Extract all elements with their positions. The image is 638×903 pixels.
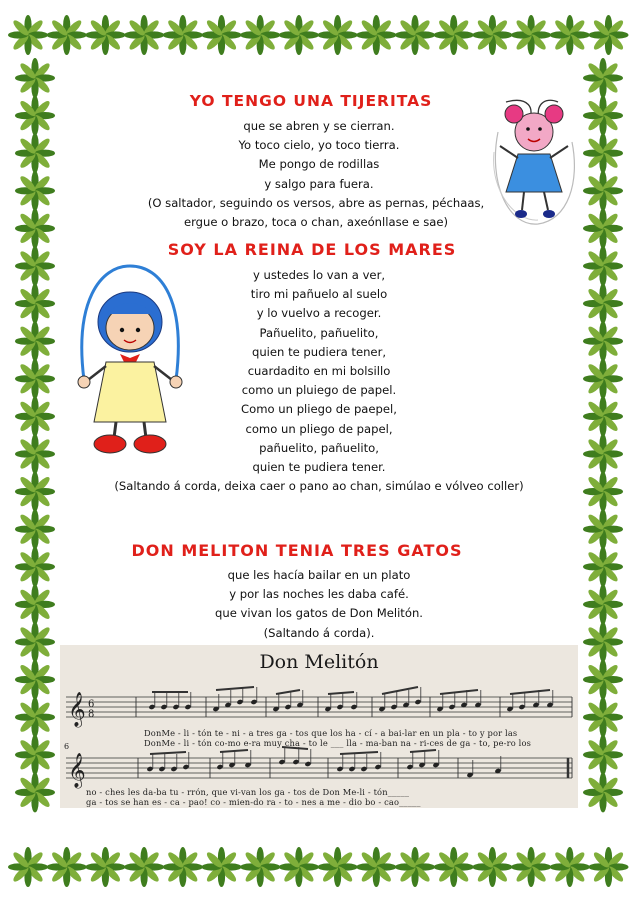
- staff-line: [510, 690, 550, 694]
- verse-line: y lo vuelvo a recoger.: [256, 306, 382, 321]
- leaf-ornament-icon: [15, 697, 55, 737]
- leaf-ornament-icon: [583, 772, 623, 812]
- poem-meliton-verses: [0, 566, 638, 643]
- verse-line: y salgo para fuera.: [264, 176, 374, 191]
- treble-clef-icon: 𝄞: [68, 692, 86, 727]
- leaf-ornament-icon: [163, 15, 203, 55]
- leaf-ornament-icon: [583, 735, 623, 775]
- jump-rope-girl-illustration: [70, 262, 190, 458]
- verse-line: y por las noches les daba café.: [229, 587, 409, 602]
- staff-line: [340, 752, 378, 754]
- lyrics-line: ga - tos se han es - ca - pao! co - mien-do ra - to - nes a me - dio bo - cao_____: [86, 797, 421, 807]
- jumping-girl-illustration: [488, 92, 580, 232]
- poem-reina: [0, 240, 638, 259]
- staff-line: [410, 750, 436, 752]
- leaf-ornament-icon: [395, 15, 435, 55]
- leaf-ornament-icon: [583, 660, 623, 700]
- verse-line: quien te pudiera tener,: [251, 344, 387, 359]
- verse-line: Como un pliego de paepel,: [241, 402, 397, 417]
- verse-line: cuardadito en mi bolsillo: [247, 364, 391, 379]
- score-title: Don Melitón: [259, 651, 379, 673]
- verse-line: que se abren y se cierran.: [243, 119, 395, 133]
- measure-number: 6: [64, 742, 70, 751]
- leaf-ornament-icon: [511, 15, 551, 55]
- leaf-ornament-icon: [15, 735, 55, 775]
- leaf-ornament-icon: [279, 847, 319, 887]
- verse-line: y ustedes lo van a ver,: [252, 268, 386, 282]
- lyrics-line: DonMe - li - tón te - ni - a tres ga - tos que los ha - cí - a bai-lar en un pla - to y por las: [144, 728, 518, 738]
- staff-line: [328, 692, 354, 694]
- verse-line: (O saltador, seguindo os versos, abre as pernas, péchaas,: [147, 195, 485, 210]
- lyrics-line: DonMe - li - tón co-mo e-ra muy cha - to le ___ lla - ma-ban na - ri-ces de ga - to, pe-ro los: [144, 738, 532, 748]
- leaf-ornament-icon: [85, 847, 125, 887]
- leaf-ornament-icon: [318, 15, 358, 55]
- leaf-ornament-icon: [356, 847, 396, 887]
- verse-line: como un pluiego de papel.: [241, 383, 397, 398]
- treble-clef-icon: 𝄞: [68, 753, 86, 788]
- verse-line: que les hacía bailar en un plato: [227, 568, 411, 582]
- top-border: [0, 14, 638, 56]
- leaf-ornament-icon: [240, 15, 280, 55]
- verse-line: Yo toco cielo, yo toco tierra.: [238, 138, 400, 153]
- verse-line: Pañuelito, pañuelito,: [259, 325, 379, 340]
- leaf-ornament-icon: [583, 697, 623, 737]
- verse-line: pañuelito, pañuelito,: [259, 440, 379, 455]
- verse-line: quien te pudiera tener.: [252, 460, 386, 475]
- verse-line: (Saltando á corda, deixa caer o pano ao chan, simúlao e vólveo coller): [114, 479, 524, 494]
- leaf-ornament-icon: [279, 15, 319, 55]
- leaf-ornament-icon: [318, 847, 358, 887]
- poem-meliton: [0, 541, 638, 560]
- poem-title: DON MELITON TENIA TRES GATOS: [131, 541, 463, 560]
- leaf-ornament-icon: [85, 15, 125, 55]
- staff-line: [382, 687, 418, 694]
- verse-line: tiro mi pañuelo al suelo: [250, 287, 388, 302]
- leaf-ornament-icon: [124, 15, 164, 55]
- staff-line: [276, 690, 300, 694]
- lyrics-line: no - ches les da-ba tu - rrón, que vi-van los ga - tos de Don Me-li - tón_____: [86, 787, 410, 797]
- time-signature-numerator: 6: [88, 699, 95, 710]
- staff-line: [150, 752, 186, 754]
- time-signature-denominator: 8: [88, 709, 95, 720]
- verse-line: (Saltando á corda).: [263, 625, 375, 640]
- leaf-ornament-icon: [240, 847, 280, 887]
- verse-line: ergue o brazo, toca o chan, axeónllase e sae): [183, 215, 449, 230]
- poem-title: SOY LA REINA DE LOS MARES: [167, 240, 457, 259]
- leaf-ornament-icon: [472, 847, 512, 887]
- bottom-border: [0, 846, 638, 888]
- leaf-ornament-icon: [434, 15, 474, 55]
- leaf-ornament-icon: [202, 847, 242, 887]
- staff-line: [220, 750, 248, 752]
- leaf-ornament-icon: [472, 15, 512, 55]
- leaf-ornament-icon: [395, 847, 435, 887]
- verse-line: como un pliego de papel,: [245, 421, 393, 436]
- staff-line: [216, 687, 254, 690]
- leaf-ornament-icon: [511, 847, 551, 887]
- verse-line: que vivan los gatos de Don Melitón.: [215, 606, 423, 621]
- leaf-ornament-icon: [202, 15, 242, 55]
- poem-title: YO TENGO UNA TIJERITAS: [189, 92, 433, 110]
- leaf-ornament-icon: [124, 847, 164, 887]
- staff-line: [440, 690, 478, 694]
- music-staves: [60, 645, 578, 808]
- sheet-music: [60, 645, 578, 808]
- leaf-ornament-icon: [434, 847, 474, 887]
- leaf-ornament-icon: [15, 660, 55, 700]
- leaf-ornament-icon: [356, 15, 396, 55]
- leaf-ornament-icon: [15, 772, 55, 812]
- leaf-ornament-icon: [163, 847, 203, 887]
- verse-line: Me pongo de rodillas: [258, 157, 380, 172]
